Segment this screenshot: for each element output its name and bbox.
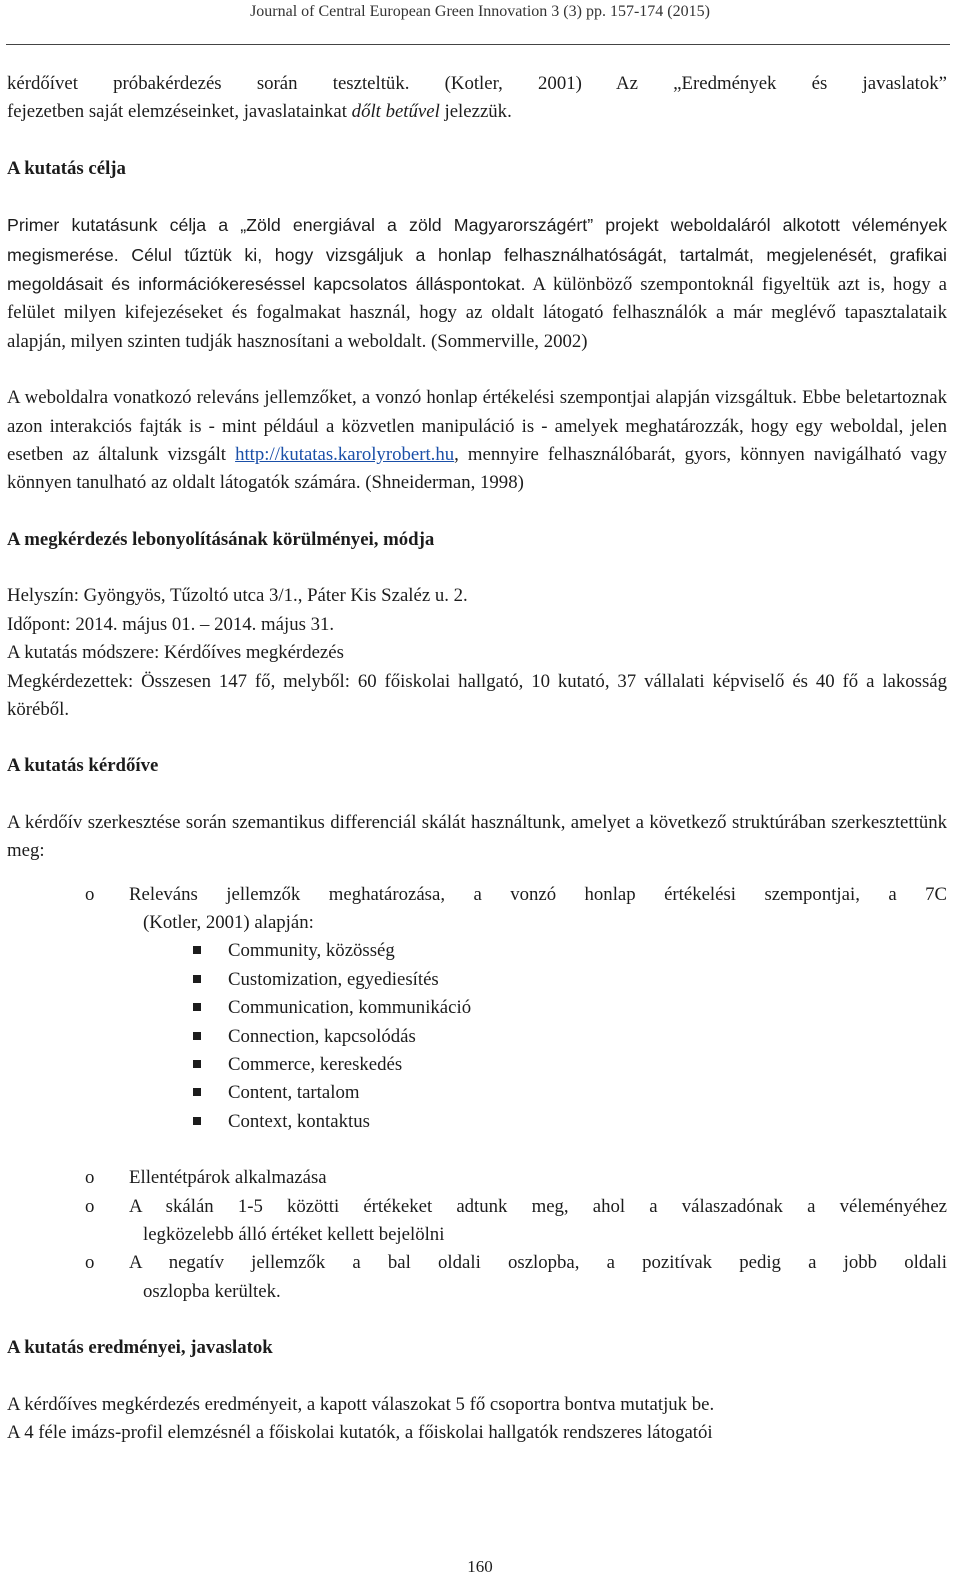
list-item bbox=[7, 1023, 947, 1051]
intro-line-1: kérdőívet próbakérdezés során teszteltük. (Kotler, 2001) Az „Eredmények és javaslatok” bbox=[7, 73, 947, 94]
website-features-paragraph bbox=[7, 384, 947, 498]
list-item bbox=[7, 1249, 947, 1306]
list-item bbox=[7, 966, 947, 994]
item-text-continuation: (Kotler, 2001) alapján: bbox=[143, 911, 314, 933]
list-marker: o bbox=[85, 1167, 95, 1189]
list-item bbox=[7, 1108, 947, 1136]
sub-item-label: Context, kontaktus bbox=[228, 1110, 370, 1132]
heading-research-goal: A kutatás célja bbox=[7, 157, 126, 179]
sub-item-label: Commerce, kereskedés bbox=[228, 1053, 403, 1075]
research-goal-serif-text: A különböző szempontoknál figyeltük azt is, hogy a felület milyen kifejezéseket és fogalmakat használ, hogy az oldalt látogató felhasználók a már meglévő tapasztalataik alapján, milyen szinten tudják hasznosítani a weboldalt. (Sommerville, 2002) bbox=[7, 274, 947, 352]
survey-time: Időpont: 2014. május 01. – 2014. május 31. bbox=[7, 613, 335, 635]
list-item bbox=[7, 1164, 947, 1192]
sub-item-label: Customization, egyediesítés bbox=[228, 968, 439, 990]
list-item bbox=[7, 881, 947, 1137]
sub-item-label: Content, tartalom bbox=[228, 1082, 360, 1104]
sub-item-label: Communication, kommunikáció bbox=[228, 997, 472, 1019]
research-goal-paragraph bbox=[7, 211, 947, 356]
questionnaire-structure-list bbox=[7, 881, 947, 1307]
item-text: Releváns jellemzők meghatározása, a vonzó honlap értékelési szempontjai, a 7C bbox=[129, 883, 947, 905]
item-text: A skálán 1-5 közötti értékeket adtunk meg, ahol a válaszadónak a véleményéhez bbox=[129, 1195, 947, 1217]
results-line-2: A 4 féle imázs-profil elemzésnél a főiskolai kutatók, a főiskolai hallgatók rendszeres látogatói bbox=[7, 1422, 713, 1444]
list-marker: o bbox=[85, 1252, 95, 1274]
item-text-continuation: legközelebb álló értéket kellett bejelölni bbox=[143, 1224, 445, 1245]
square-bullet-icon bbox=[193, 946, 201, 954]
survey-method: A kutatás módszere: Kérdőíves megkérdezés bbox=[7, 642, 344, 664]
square-bullet-icon bbox=[193, 1032, 201, 1040]
square-bullet-icon bbox=[193, 975, 201, 983]
website-features-text-b: , mennyire felhasználóbarát, gyors, könnyen navigálható vagy könnyen tanulható az oldalt látogatók számára. (Shneiderman, 1998) bbox=[7, 444, 947, 494]
square-bullet-icon bbox=[193, 1003, 201, 1011]
item-text-continuation: oszlopba kerültek. bbox=[143, 1280, 281, 1302]
list-marker: o bbox=[85, 1195, 95, 1217]
document-body bbox=[7, 70, 947, 1447]
research-goal-sans-text: Primer kutatásunk célja a „Zöld energiával a zöld Magyarországért” projekt weboldaláról alkotott vélemények megismerése. Célul tűztük ki, hogy vizsgáljuk a honlap felhasználhatóságát, tartalmát, megjelenését, grafikai megoldásait és információkereséssel kapcsolatos álláspontokat. bbox=[7, 215, 947, 295]
intro-italic-text: dőlt betűvel bbox=[351, 101, 440, 123]
page-number: 160 bbox=[467, 1557, 493, 1576]
intro-text-b: jelezzük. bbox=[439, 101, 512, 123]
header-divider bbox=[6, 44, 950, 45]
square-bullet-icon bbox=[193, 1117, 201, 1125]
list-item bbox=[7, 994, 947, 1022]
item-text: Ellentétpárok alkalmazása bbox=[129, 1167, 327, 1189]
sub-item-label: Connection, kapcsolódás bbox=[228, 1025, 416, 1047]
questionnaire-intro: A kérdőív szerkesztése során szemantikus differenciál skálát használtunk, amelyet a következő struktúrában szerkesztettünk meg: bbox=[7, 811, 947, 862]
website-features-text-a: A weboldalra vonatkozó releváns jellemzőket, a vonzó honlap értékelési szempontjai alapján vizsgáltuk. Ebbe beletartoznak azon interakciós fajták is - mint például a közvetlen manipuláció is - amelyek meghatározzák, hogy egy weboldal, jelen esetben az általunk vizsgált bbox=[7, 387, 947, 466]
results-line-1: A kérdőíves megkérdezés eredményeit, a kapott válaszokat 5 fő csoportra bontva mutatjuk be. bbox=[7, 1393, 715, 1415]
list-item bbox=[7, 1079, 947, 1107]
item-text: A negatív jellemzők a bal oldali oszlopba, a pozitívak pedig a jobb oldali bbox=[129, 1252, 947, 1274]
survey-location: Helyszín: Gyöngyös, Tűzoltó utca 3/1., Páter Kis Szaléz u. 2. bbox=[7, 585, 468, 607]
seven-c-list bbox=[7, 937, 947, 1136]
journal-header: Journal of Central European Green Innovation 3 (3) pp. 157-174 (2015) bbox=[250, 3, 710, 20]
kutatas-link[interactable]: http://kutatas.karolyrobert.hu bbox=[235, 444, 455, 466]
survey-respondents: Megkérdezettek: Összesen 147 fő, melyből: 60 főiskolai hallgató, 10 kutató, 37 vállalati képviselő és 40 fő a lakosság köréből. bbox=[7, 670, 947, 720]
heading-research-results: A kutatás eredményei, javaslatok bbox=[7, 1337, 273, 1359]
list-item bbox=[7, 937, 947, 965]
list-item bbox=[7, 1193, 947, 1250]
square-bullet-icon bbox=[193, 1060, 201, 1068]
list-marker: o bbox=[85, 883, 95, 905]
sub-item-label: Community, közösség bbox=[228, 940, 395, 962]
intro-text-a: fejezetben saját elemzéseinket, javaslatainkat bbox=[7, 101, 352, 123]
heading-survey-conditions: A megkérdezés lebonyolításának körülményei, módja bbox=[7, 528, 435, 550]
heading-questionnaire: A kutatás kérdőíve bbox=[7, 755, 159, 777]
intro-line-2 bbox=[7, 98, 947, 126]
square-bullet-icon bbox=[193, 1088, 201, 1096]
list-item bbox=[7, 1051, 947, 1079]
